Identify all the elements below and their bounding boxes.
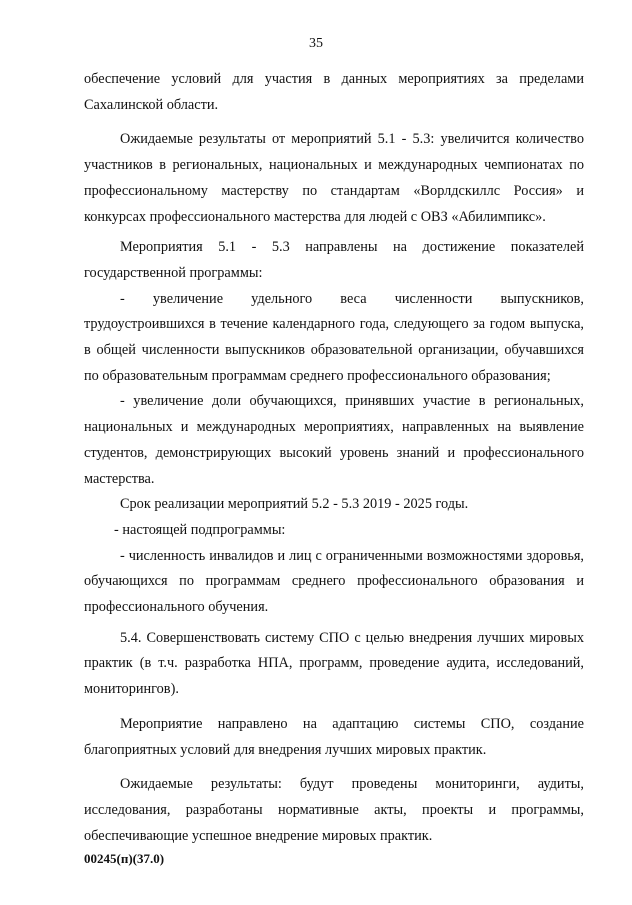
paragraph-4: - увеличение удельного веса численности выпускников, трудоустроившихся в течение календарного года, следующего за годом выпуска, в общей численности выпускников образовательной организации, обучавшихся по образовательным программам среднего профессионального образования;	[84, 290, 584, 384]
paragraph-11: Ожидаемые результаты: будут проведены мониторинги, аудиты, исследования, разработаны нормативные акты, проекты и программы, обеспечивающие успешное внедрение мировых практик.	[84, 776, 584, 844]
footer-code: 00245(п)(37.0)	[84, 851, 165, 866]
paragraph-6: Срок реализации мероприятий 5.2 - 5.3 2019 - 2025 годы.	[120, 496, 469, 513]
paragraph-5: - увеличение доли обучающихся, принявших участие в региональных, национальных и международных мероприятиях, направленных на выявление студентов, демонстрирующих высокий уровень знаний и профессионального мастерства.	[84, 393, 584, 487]
paragraph-8: - численность инвалидов и лиц с ограниченными возможностями здоровья, обучающихся по программам среднего профессионального образования и профессионального обучения.	[84, 547, 584, 616]
document-body	[84, 67, 584, 849]
paragraph-9: 5.4. Совершенствовать систему СПО с целью внедрения лучших мировых практик (в т.ч. разработка НПА, программ, проведение аудита, исследований, мониторингов).	[84, 629, 584, 698]
paragraph-1: обеспечение условий для участия в данных мероприятиях за пределами Сахалинской области.	[84, 71, 584, 113]
page-number: 35	[309, 36, 323, 51]
paragraph-3: Мероприятия 5.1 - 5.3 направлены на достижение показателей государственной программы:	[84, 239, 584, 281]
paragraph-7: - настоящей подпрограммы:	[114, 521, 286, 538]
paragraph-10: Мероприятие направлено на адаптацию системы СПО, создание благоприятных условий для внедрения лучших мировых практик.	[84, 715, 584, 758]
paragraph-2: Ожидаемые результаты от мероприятий 5.1 - 5.3: увеличится количество участников в региональных, национальных и международных чемпионатах по профессиональному мастерству по стандартам «Ворлдскиллс Россия» и конкурсах профессионального мастерства для людей с ОВЗ «Абилимпикс».	[84, 131, 584, 225]
